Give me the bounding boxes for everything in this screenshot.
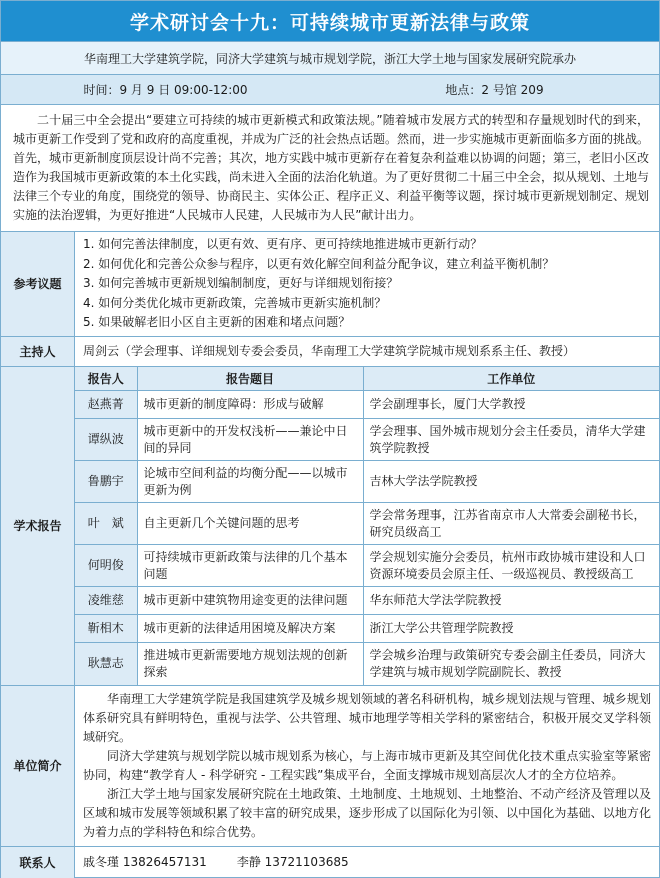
report-topic: 城市更新的制度障碍：形成与破解 — [137, 391, 363, 419]
contact-row — [1, 846, 659, 878]
report-topic: 自主更新几个关键问题的思考 — [137, 503, 363, 545]
topics-list — [83, 235, 651, 333]
contact-person-2: 李静 13721103685 — [236, 854, 349, 869]
speaker-name: 凌维慈 — [75, 587, 137, 615]
table-row — [75, 545, 659, 587]
table-row — [75, 419, 659, 461]
units-row — [1, 685, 659, 846]
table-row — [75, 587, 659, 615]
speaker-org: 学会常务理事，江苏省南京市人大常委会副秘书长，研究员级高工 — [363, 503, 659, 545]
speaker-org: 学会理事、国外城市规划分会主任委员，清华大学建筑学院教授 — [363, 419, 659, 461]
speaker-name: 赵燕菁 — [75, 391, 137, 419]
header-topic: 报告题目 — [137, 367, 363, 391]
report-topic: 城市更新中建筑物用途变更的法律问题 — [137, 587, 363, 615]
reports-table — [75, 367, 659, 685]
unit-intro-scut: 华南理工大学建筑学院是我国建筑学及城乡规划领域的著名科研机构，城乡规划法规与管理、城乡规划体系研究具有鲜明特色，重视与法学、公共管理、城市地理学等相关学科的紧密结合，积极开展交叉学科领域研究。 — [83, 691, 651, 744]
report-topic: 推进城市更新需要地方规划法规的创新探索 — [137, 643, 363, 685]
topic-item: 2. 如何优化和完善公众参与程序，以更有效化解空间利益分配争议，建立利益平衡机制？ — [83, 256, 555, 271]
header-org: 工作单位 — [363, 367, 659, 391]
event-time: 时间：9 月 9 日 09:00-12:00 — [83, 83, 248, 97]
speaker-org: 吉林大学法学院教授 — [363, 461, 659, 503]
topic-item: 4. 如何分类优化城市更新政策，完善城市更新实施机制？ — [83, 295, 387, 310]
header-speaker: 报告人 — [75, 367, 137, 391]
unit-intro-tongji: 同济大学建筑与规划学院以城市规划系为核心，与上海市城市更新及其空间优化技术重点实验室等紧密协同，构建“教学育人 - 科学研究 - 工程实践”集成平台，全面支撑城市规划高层次人才的全方位培养。 — [83, 748, 651, 782]
moderator-text: 周剑云（学会理事、详细规划专委会委员，华南理工大学建筑学院城市规划系系主任、教授） — [83, 343, 576, 358]
event-place: 地点：2 号馆 209 — [445, 83, 544, 97]
speaker-name: 叶 斌 — [75, 503, 137, 545]
topics-row — [1, 231, 659, 336]
time-place-row — [1, 74, 659, 104]
table-row — [75, 615, 659, 643]
report-topic: 城市更新的法律适用困境及解决方案 — [137, 615, 363, 643]
speaker-org: 学会规划实施分会委员，杭州市政协城市建设和人口资源环境委员会原主任、一级巡视员、教授级高工 — [363, 545, 659, 587]
speaker-name: 何明俊 — [75, 545, 137, 587]
speaker-org: 浙江大学公共管理学院教授 — [363, 615, 659, 643]
table-row — [75, 643, 659, 685]
table-header-row — [75, 367, 659, 391]
speaker-name: 鲁鹏宇 — [75, 461, 137, 503]
contact-label: 联系人 — [1, 847, 75, 878]
speaker-name: 谭纵波 — [75, 419, 137, 461]
topic-item: 3. 如何完善城市更新规划编制制度，更好与详细规划衔接？ — [83, 276, 399, 290]
table-row — [75, 391, 659, 419]
moderator-label: 主持人 — [1, 337, 75, 366]
host-institutions: 华南理工大学建筑学院，同济大学建筑与城市规划学院，浙江大学土地与国家发展研究院承办 — [1, 41, 659, 74]
units-label: 单位简介 — [1, 686, 75, 846]
speaker-name: 耿慧志 — [75, 643, 137, 685]
report-topic: 论城市空间利益的均衡分配——以城市更新为例 — [137, 461, 363, 503]
unit-intro-zju: 浙江大学土地与国家发展研究院在土地政策、土地制度、土地规划、土地整治、不动产经济及管理以及区域和城市发展等领域积累了较丰富的研究成果，逐步形成了以国际化为引领、以中国化为基础、以地方化为着力点的学科特色和综合优势。 — [83, 786, 651, 839]
table-row — [75, 503, 659, 545]
moderator-row — [1, 336, 659, 366]
page-title: 学术研讨会十九：可持续城市更新法律与政策 — [1, 1, 659, 41]
reports-label: 学术报告 — [1, 367, 75, 685]
reports-row — [1, 366, 659, 685]
contact-person-1: 戚冬瑾 13826457131 — [83, 854, 207, 869]
topic-item: 1. 如何完善法律制度，以更有效、更有序、更可持续地推进城市更新行动？ — [83, 237, 483, 251]
topic-item: 5. 如果破解老旧小区自主更新的困难和堵点问题？ — [83, 315, 351, 329]
report-topic: 城市更新中的开发权浅析——兼论中日间的异同 — [137, 419, 363, 461]
speaker-name: 靳相木 — [75, 615, 137, 643]
table-row — [75, 461, 659, 503]
intro-paragraph: 二十届三中全会提出“要建立可持续的城市更新模式和政策法规。”随着城市发展方式的转型和存量规划时代的到来，城市更新工作受到了党和政府的高度重视，并成为广泛的社会热点话题。然而，进一步实施城市更新面临多方面的挑战。首先，城市更新制度顶层设计尚不完善；其次，地方实践中城市更新存在着复杂利益难以协调的问题；第三，老旧小区改造作为我国城市更新政策的本土化实践，尚未进入全面的法治化轨道。为了更好贯彻二十届三中全会，拟从规划、土地与法律三个专业的角度，围绕党的领导、协商民主、实体公正、程序正义、利益平衡等议题，探讨城市更新规划制定、规划实施的法治逻辑，为更好推进“人民城市人民建，人民城市为人民”献计出力。 — [1, 104, 659, 231]
speaker-org: 学会城乡治理与政策研究专委会副主任委员，同济大学建筑与城市规划学院副院长、教授 — [369, 647, 646, 679]
speaker-org: 华东师范大学法学院教授 — [363, 587, 659, 615]
speaker-org: 学会副理事长，厦门大学教授 — [363, 391, 659, 419]
topics-label: 参考议题 — [1, 232, 75, 336]
report-topic: 可持续城市更新政策与法律的几个基本问题 — [137, 545, 363, 587]
